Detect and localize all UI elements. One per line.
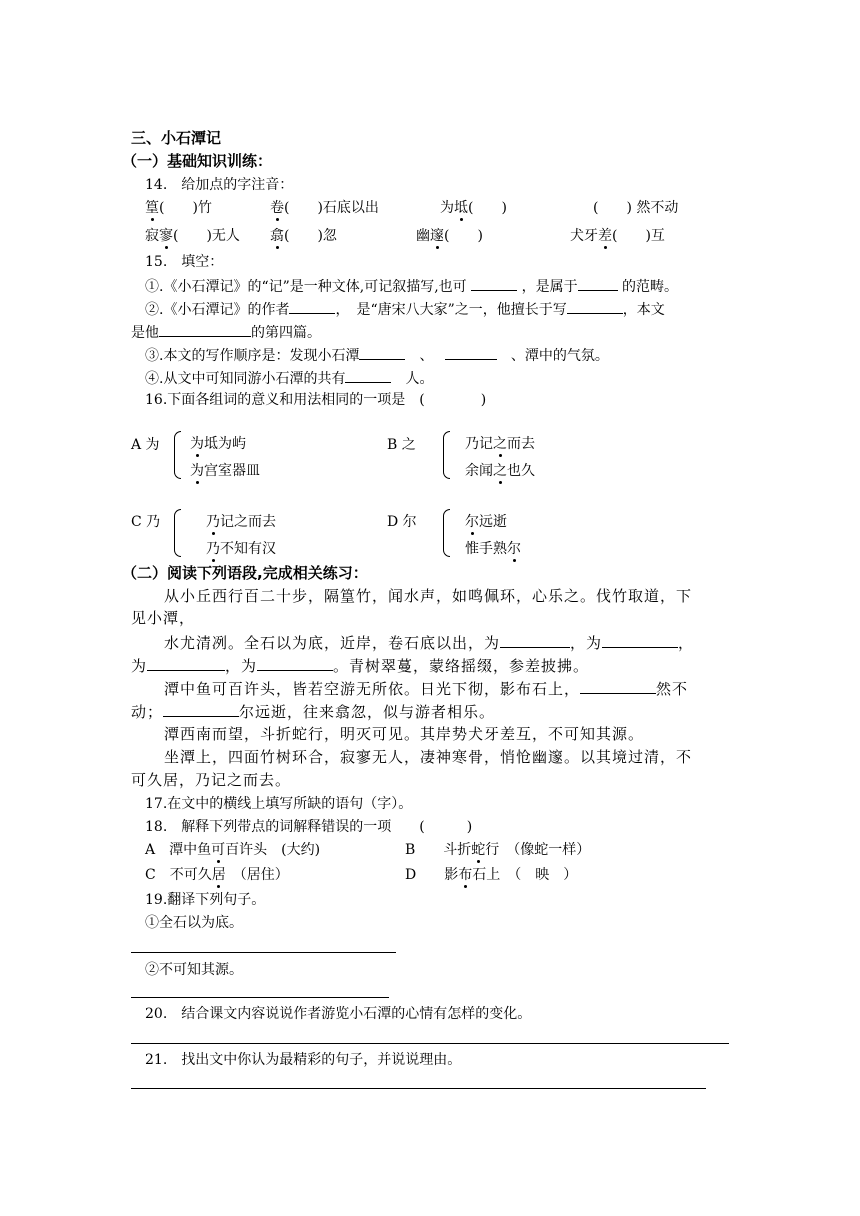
answer-line xyxy=(131,952,396,953)
q19-sentence-2: ②不可知其源。 xyxy=(145,962,243,978)
passage-p4: 潭西南而望，斗折蛇行，明灭可见。其岸势犬牙差互，不可知其源。 xyxy=(164,725,645,743)
part2-title: （二）阅读下列语段,完成相关练习： xyxy=(122,564,368,582)
q16-stem: 16.下面各组词的意义和用法相同的一项是 ( ) xyxy=(145,392,487,408)
answer-line xyxy=(131,997,389,998)
q18-option-b: B 斗折蛇行 （像蛇一样） xyxy=(405,842,591,858)
q20-stem: 20. 结合课文内容说说作者游览小石潭的心情有怎样的变化。 xyxy=(145,1006,532,1022)
q14-item: 卷( )石底以出 xyxy=(270,200,379,216)
brace-b xyxy=(443,431,450,479)
passage-p5b: 可久居，乃记之而去。 xyxy=(131,771,292,789)
q14-item: 犬牙差( )互 xyxy=(570,228,665,244)
option-d-label: D 尔 xyxy=(387,514,417,530)
q17-stem: 17.在文中的横线上填写所缺的语句（字）。 xyxy=(145,796,413,812)
option-c-2: 乃不知有汉 xyxy=(206,541,276,557)
option-d-2: 惟手熟尔 xyxy=(465,541,521,557)
option-c-1: 乃记之而去 xyxy=(206,514,276,530)
q19-sentence-1: ①全石以为底。 xyxy=(145,915,243,931)
brace-a xyxy=(174,431,181,479)
part1-title: （一）基础知识训练： xyxy=(122,152,273,170)
passage-p3b: 动； 尔远逝，往来翕忽，似与游者相乐。 xyxy=(131,703,496,721)
q14-item: ( ) 然不动 xyxy=(593,200,679,216)
section-title: 三、小石潭记 xyxy=(131,129,222,147)
q14-item: 翕( )忽 xyxy=(270,228,337,244)
option-a-label: A 为 xyxy=(131,437,160,453)
passage-p2b: 为 ，为 。青树翠蔓，蒙络摇缀，参差披拂。 xyxy=(131,657,590,675)
q18-stem: 18. 解释下列带点的词解释错误的一项 ( ) xyxy=(145,819,473,835)
option-a-1: 为坻为屿 xyxy=(190,436,246,452)
option-b-2: 余闻之也久 xyxy=(465,463,535,479)
option-d-1: 尔远逝 xyxy=(465,514,507,530)
passage-p1a: 从小丘西行百二十步，隔篁竹，闻水声，如鸣佩环，心乐之。伐竹取道，下 xyxy=(164,587,693,605)
brace-d xyxy=(443,509,450,557)
q14-item: 幽邃( ) xyxy=(416,228,483,244)
q15-stem: 15. 填空： xyxy=(145,254,224,270)
passage-p5a: 坐潭上，四面竹树环合，寂寥无人，凄神寒骨，悄怆幽邃。以其境过清，不 xyxy=(164,748,693,766)
q21-stem: 21. 找出文中你认为最精彩的句子，并说说理由。 xyxy=(145,1052,462,1068)
q14-item: 篁( )竹 xyxy=(145,200,212,216)
q15-line1: ①.《小石潭记》的“记”是一种文体,可记叙描写,也可 ，是属于 的范畴。 xyxy=(145,276,678,296)
brace-c xyxy=(174,509,181,557)
q18-option-c: C 不可久居 （居住） xyxy=(145,867,289,883)
answer-line xyxy=(131,1043,729,1044)
passage-p1b: 见小潭， xyxy=(131,609,196,627)
q14-item: 为坻( ) xyxy=(440,200,507,216)
q14-stem: 14. 给加点的字注音： xyxy=(145,177,294,193)
option-b-1: 乃记之而去 xyxy=(465,436,535,452)
q18-option-d: D 影布石上 （ 映 ） xyxy=(405,867,578,883)
q18-option-a: A 潭中鱼可百许头 (大约) xyxy=(145,842,321,858)
q15-line5: ④.从文中可知同游小石潭的共有 人。 xyxy=(145,368,433,388)
passage-p2a: 水尤清冽。全石以为底，近岸，卷石底以出，为 ，为 ， xyxy=(164,634,695,652)
q19-stem: 19.翻译下列句子。 xyxy=(145,892,266,908)
q15-line3: 是他 的第四篇。 xyxy=(131,322,321,342)
q15-line4: ③.本文的写作顺序是：发现小石潭 、 、潭中的气氛。 xyxy=(145,345,609,365)
option-a-2: 为宫室器皿 xyxy=(190,463,260,479)
answer-line xyxy=(131,1088,706,1089)
q14-item: 寂寥( )无人 xyxy=(145,228,240,244)
passage-p3a: 潭中鱼可百许头，皆若空游无所依。日光下彻，影布石上， 然不 xyxy=(164,680,689,698)
option-b-label: B 之 xyxy=(387,437,416,453)
q15-line2: ②.《小石潭记》的作者 ， 是“唐宋八大家”之一，他擅长于写 ，本文 xyxy=(145,299,665,319)
option-c-label: C 乃 xyxy=(131,514,161,530)
